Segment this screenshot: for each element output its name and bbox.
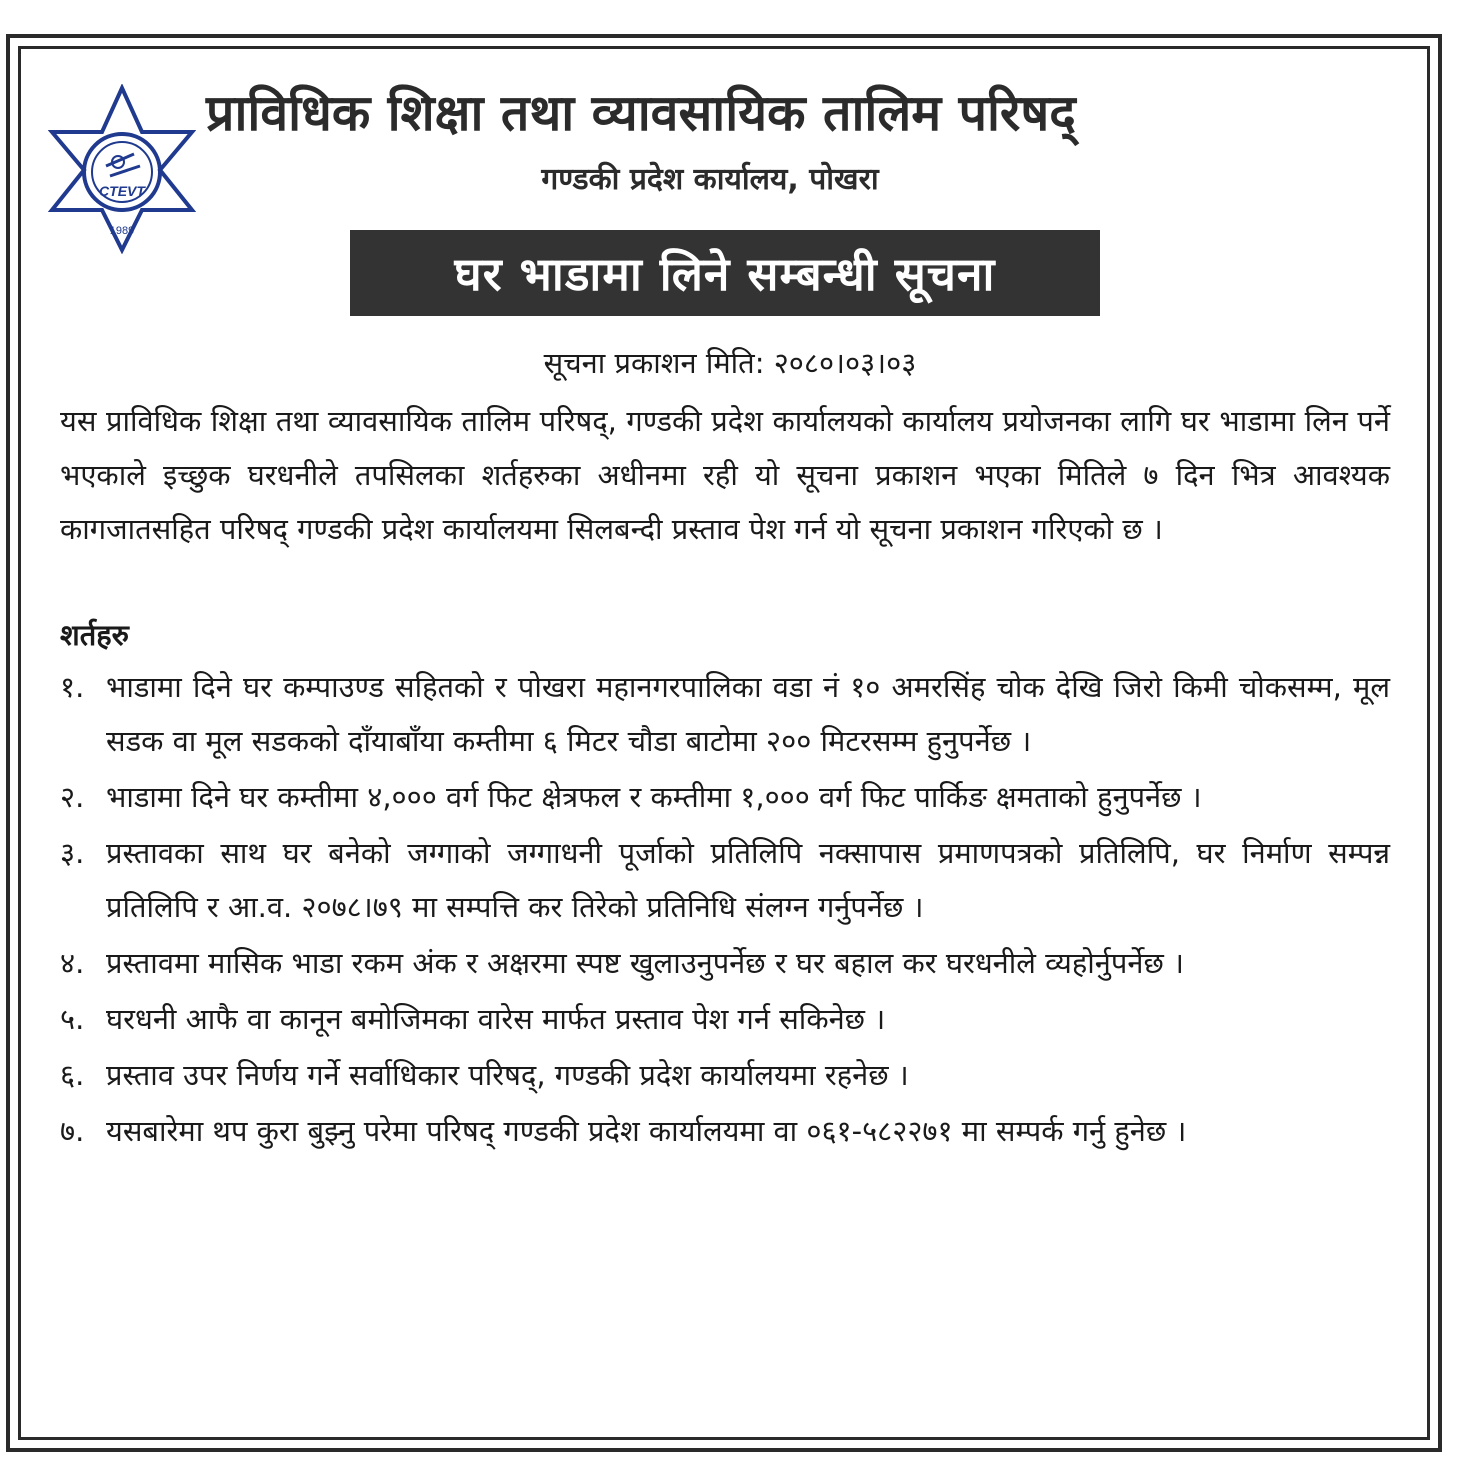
condition-number: ५.	[60, 1002, 85, 1036]
condition-item	[60, 1104, 1390, 1158]
condition-item	[60, 936, 1390, 990]
condition-number: २.	[60, 780, 85, 814]
condition-item	[60, 660, 1390, 768]
condition-item	[60, 1048, 1390, 1102]
condition-number: ३.	[60, 836, 85, 870]
condition-text: प्रस्तावका साथ घर बनेको जग्गाको जग्गाधनी पूर्जाको प्रतिलिपि नक्सापास प्रमाणपत्रको प्रतिलिपि, घर निर्माण सम्पन्न प्रतिलिपि र आ.व. २०७८।७९ मा सम्पत्ति कर तिरेको प्रतिनिधि संलग्न गर्नुपर्नेछ ।	[106, 836, 1390, 924]
ctevt-star-logo-icon	[48, 84, 196, 254]
condition-item	[60, 992, 1390, 1046]
condition-text: प्रस्तावमा मासिक भाडा रकम अंक र अक्षरमा स्पष्ट खुलाउनुपर्नेछ र घर बहाल कर घरधनीले व्यहोर्नुपर्नेछ ।	[106, 946, 1184, 980]
condition-number: ६.	[60, 1058, 85, 1092]
condition-item	[60, 826, 1390, 934]
condition-item	[60, 770, 1390, 824]
condition-text: यसबारेमा थप कुरा बुझ्नु परेमा परिषद् गण्डकी प्रदेश कार्यालयमा वा ०६१-५८२२७१ मा सम्पर्क गर्नु हुनेछ ।	[106, 1114, 1187, 1148]
condition-text: भाडामा दिने घर कम्तीमा ४,००० वर्ग फिट क्षेत्रफल र कम्तीमा १,००० वर्ग फिट पार्किङ क्षमताको हुनुपर्नेछ ।	[106, 780, 1202, 814]
condition-text: भाडामा दिने घर कम्पाउण्ड सहितको र पोखरा महानगरपालिका वडा नं १० अमरसिंह चोक देखि जिरो किमी चोकसम्म, मूल सडक वा मूल सडकको दाँयाबाँया कम्तीमा ६ मिटर चौडा बाटोमा २०० मिटरसम्म हुनुपर्नेछ ।	[106, 670, 1390, 758]
condition-text: घरधनी आफै वा कानून बमोजिमका वारेस मार्फत प्रस्ताव पेश गर्न सकिनेछ ।	[106, 1002, 886, 1036]
office-name: गण्डकी प्रदेश कार्यालय, पोखरा	[541, 162, 879, 197]
organization-title: प्राविधिक शिक्षा तथा व्यावसायिक तालिम परिषद्	[206, 84, 1076, 142]
condition-number: ७.	[60, 1114, 85, 1148]
notice-title-banner	[350, 230, 1100, 316]
condition-text: प्रस्ताव उपर निर्णय गर्ने सर्वाधिकार परिषद्, गण्डकी प्रदेश कार्यालयमा रहनेछ ।	[106, 1058, 909, 1092]
publication-date: सूचना प्रकाशन मिति: २०८०।०३।०३	[543, 346, 917, 380]
notice-title: घर भाडामा लिने सम्बन्धी सूचना	[454, 247, 996, 301]
conditions-heading: शर्तहरु	[60, 618, 129, 652]
condition-number: ४.	[60, 946, 85, 980]
condition-number: १.	[60, 670, 85, 704]
notice-body: यस प्राविधिक शिक्षा तथा व्यावसायिक तालिम परिषद्, गण्डकी प्रदेश कार्यालयको कार्यालय प्रयोजनका लागि घर भाडामा लिन पर्ने भएकाले इच्छुक घरधनीले तपसिलका शर्तहरुका अधीनमा रही यो सूचना प्रकाशन भएका मितिले ७ दिन भित्र आवश्यक कागजातसहित परिषद् गण्डकी प्रदेश कार्यालयमा सिलबन्दी प्रस्ताव पेश गर्न यो सूचना प्रकाशन गरिएको छ ।	[60, 404, 1390, 546]
logo-year: 1989	[109, 225, 135, 237]
logo-text: CTEVT	[99, 183, 145, 199]
conditions-list	[60, 660, 1390, 1160]
